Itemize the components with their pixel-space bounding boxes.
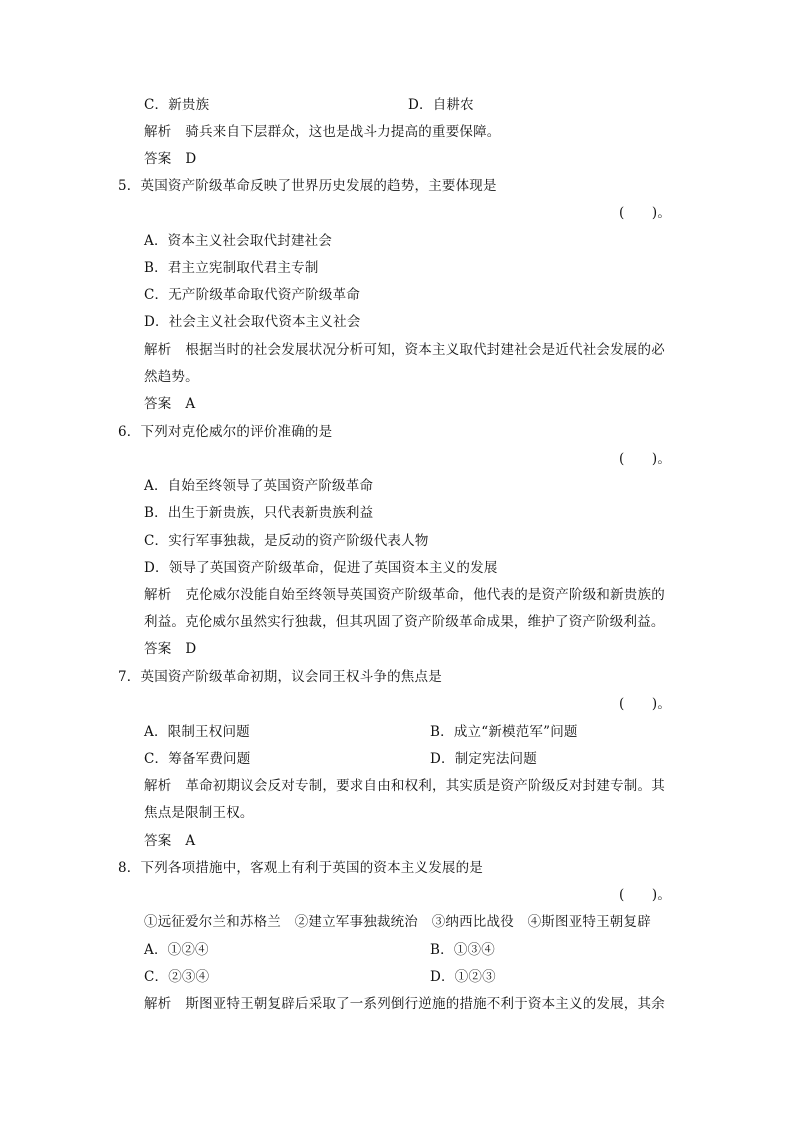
analysis-label: 解析	[144, 778, 172, 794]
q7-answer-paren: ( )。	[619, 696, 672, 712]
q7-option-a: A．限制王权问题	[144, 724, 250, 740]
q5-analysis	[144, 341, 665, 359]
answer-value: D	[185, 641, 197, 657]
q6-analysis	[144, 586, 665, 604]
answer-value: A	[185, 396, 196, 412]
analysis-label: 解析	[144, 342, 172, 358]
q8-stem: 8．下列各项措施中，客观上有利于英国的资本主义发展的是	[118, 860, 483, 876]
analysis-text: 克伦威尔没能自始至终领导英国资产阶级革命，他代表的是资产阶级和新贵族的	[185, 587, 665, 603]
q6-option-c: C．实行军事独裁，是反动的资产阶级代表人物	[144, 533, 429, 549]
q7-answer	[144, 832, 195, 850]
analysis-label: 解析	[144, 996, 172, 1012]
q8-option-b: B．①③④	[430, 942, 495, 958]
q5-stem: 5．英国资产阶级革命反映了世界历史发展的趋势，主要体现是	[118, 178, 497, 194]
q4-option-d: D．自耕农	[408, 97, 474, 113]
q4-analysis	[144, 123, 501, 141]
q7-option-b: B．成立“新模范军”问题	[430, 724, 578, 740]
q6-answer-paren: ( )。	[619, 451, 672, 467]
q6-answer	[144, 640, 196, 658]
analysis-text: 革命初期议会反对专制，要求自由和权利，其实质是资产阶级反对封建专制。其	[185, 778, 665, 794]
answer-value: D	[185, 151, 197, 167]
q6-option-b: B．出生于新贵族，只代表新贵族利益	[144, 505, 374, 521]
answer-value: A	[185, 833, 196, 849]
analysis-text: 根据当时的社会发展状况分析可知，资本主义取代封建社会是近代社会发展的必	[185, 342, 665, 358]
q7-stem: 7．英国资产阶级革命初期，议会同王权斗争的焦点是	[118, 669, 442, 685]
q5-option-b: B．君主立宪制取代君主专制	[144, 260, 319, 276]
q7-analysis	[144, 777, 665, 795]
q7-option-d: D．制定宪法问题	[430, 751, 537, 767]
q5-option-a: A．资本主义社会取代封建社会	[144, 233, 333, 249]
q6-option-a: A．自始至终领导了英国资产阶级革命	[144, 478, 374, 494]
q8-items: ①远征爱尔兰和苏格兰 ②建立军事独裁统治 ③纳西比战役 ④斯图亚特王朝复辟	[144, 914, 651, 930]
q8-option-d: D．①②③	[430, 969, 496, 985]
q4-option-c: C．新贵族	[144, 97, 210, 113]
q6-analysis-cont: 利益。克伦威尔虽然实行独裁，但其巩固了资产阶级革命成果，维护了资产阶级利益。	[144, 614, 665, 630]
q6-stem: 6．下列对克伦威尔的评价准确的是	[118, 424, 333, 440]
answer-label: 答案	[144, 396, 172, 412]
analysis-text: 斯图亚特王朝复辟后采取了一系列倒行逆施的措施不利于资本主义的发展，其余	[185, 996, 665, 1012]
q5-answer-paren: ( )。	[619, 205, 672, 221]
q8-option-a: A．①②④	[144, 942, 209, 958]
q7-analysis-cont: 焦点是限制王权。	[144, 805, 254, 821]
q6-option-d: D．领导了英国资产阶级革命，促进了英国资本主义的发展	[144, 560, 498, 576]
answer-label: 答案	[144, 641, 172, 657]
q5-analysis-cont: 然趋势。	[144, 369, 199, 385]
q8-answer-paren: ( )。	[619, 887, 672, 903]
q5-answer	[144, 395, 195, 413]
q5-option-d: D．社会主义社会取代资本主义社会	[144, 314, 361, 330]
q7-option-c: C．筹备军费问题	[144, 751, 251, 767]
answer-label: 答案	[144, 833, 172, 849]
q8-option-c: C．②③④	[144, 969, 210, 985]
q8-analysis	[144, 995, 665, 1013]
answer-label: 答案	[144, 151, 172, 167]
analysis-text: 骑兵来自下层群众，这也是战斗力提高的重要保障。	[185, 124, 501, 140]
q5-option-c: C．无产阶级革命取代资产阶级革命	[144, 287, 361, 303]
q4-answer	[144, 150, 196, 168]
analysis-label: 解析	[144, 124, 172, 140]
analysis-label: 解析	[144, 587, 172, 603]
